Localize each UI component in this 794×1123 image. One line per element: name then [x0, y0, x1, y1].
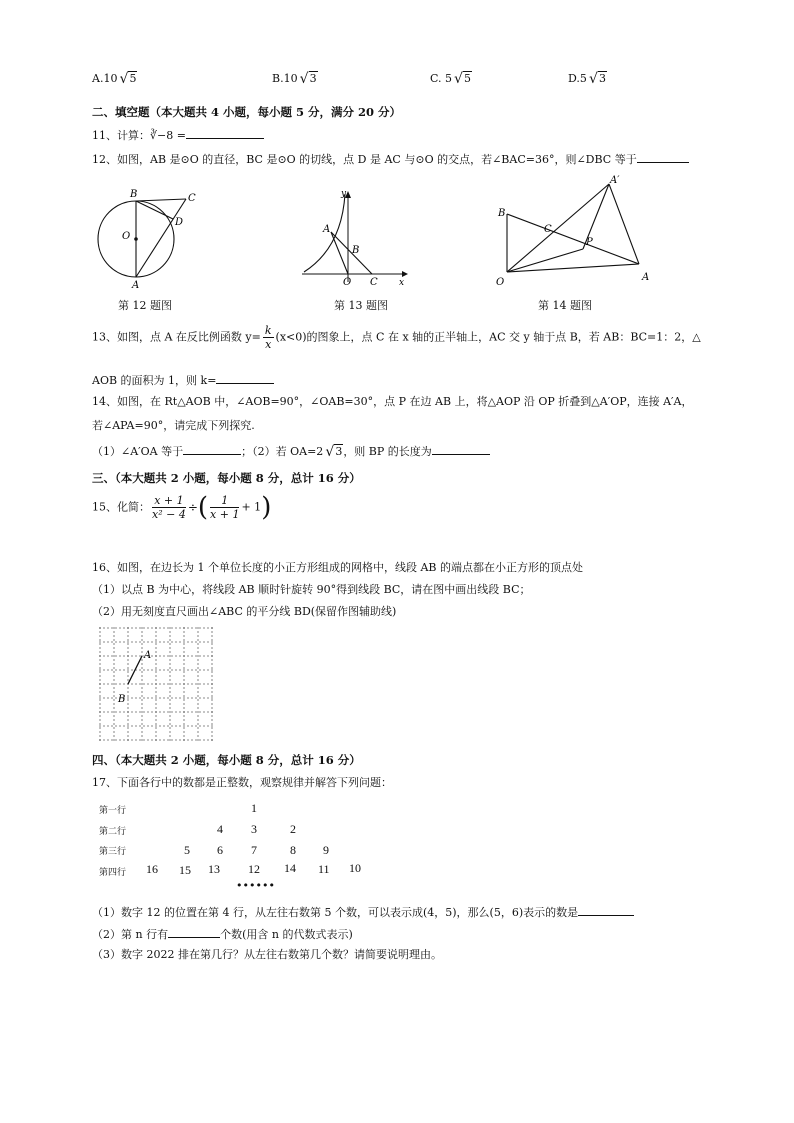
fig12-tangent-bc — [136, 199, 186, 201]
q15-outer-fraction — [152, 494, 186, 521]
q15-label: 15、化简： — [92, 500, 150, 514]
figure-12 — [90, 186, 210, 290]
fig13-caption: 第 13 题图 — [334, 299, 388, 312]
option-b[interactable] — [272, 72, 318, 86]
section-2-title: 二、填空题（本大题共 4 小题，每小题 5 分，满分 20 分） — [92, 105, 402, 119]
q15-inner-num: 1 — [210, 494, 239, 508]
section-4-title: 四、（本大题共 2 小题，每小题 8 分，总计 16 分） — [92, 753, 361, 767]
q12-text: 12、如图，AB 是⊙O 的直径，BC 是⊙O 的切线，点 D 是 AC 与⊙O 的交点，若∠BAC=36°，则∠DBC 等于 — [92, 153, 637, 166]
q17-continuation-dots: •••••• — [236, 879, 275, 892]
fig14-line-ab — [507, 214, 639, 264]
q17-row-1-label: 第一行 — [99, 806, 127, 816]
q12-answer-blank[interactable] — [637, 151, 689, 163]
q15-num: x + 1 — [152, 494, 186, 508]
q13-suffix: (x<0)的图象上，点 C 在 x 轴的正半轴上，AC 交 y 轴于点 B，若 AB：BC=1：2，△ — [275, 330, 701, 344]
q17-part2-blank[interactable] — [168, 926, 220, 938]
q17-part-1 — [92, 904, 634, 920]
fig12-label-o: O — [122, 231, 131, 242]
q14-part2-blank[interactable] — [432, 443, 490, 455]
option-c-prefix: C. 5 — [430, 72, 453, 85]
q16-part-2: （2）用无刻度直尺画出∠ABC 的平分线 BD(保留作图辅助线) — [92, 605, 397, 618]
fig14-label-p: P — [586, 237, 593, 248]
q15-div-symbol: ÷ — [187, 500, 198, 515]
q11-answer-blank[interactable] — [186, 127, 264, 139]
fig13-label-o: O — [343, 277, 352, 286]
q17-row-4-value-7: 10 — [349, 861, 361, 875]
q13-line2-text: AOB 的面积为 1，则 k= — [92, 374, 217, 387]
q17-row-2-value-1: 4 — [217, 822, 223, 836]
fig14-label-b: B — [498, 208, 506, 219]
q17-row-3-value-2: 6 — [217, 843, 223, 857]
q17-row-2-value-2: 3 — [251, 822, 257, 836]
q14-part2-post: ，则 BP 的长度为 — [343, 445, 432, 458]
q17-row-3-value-3: 7 — [251, 843, 257, 857]
q16-grid[interactable] — [98, 626, 216, 744]
q13-frac-num: k — [264, 324, 272, 337]
q17-intro: 17、下面各行中的数都是正整数，观察规律并解答下列问题： — [92, 776, 392, 789]
q16-part-1: （1）以点 B 为中心，将线段 AB 顺时针旋转 90°得到线段 BC，请在图中画出线段 BC； — [92, 583, 531, 596]
option-c-radical: √ 5 — [454, 71, 472, 87]
fig12-center-dot — [134, 237, 138, 241]
option-c[interactable] — [430, 72, 472, 86]
option-a-radical: √ 5 — [119, 71, 137, 87]
q17-row-4-value-2: 15 — [179, 863, 191, 877]
q17-row-3-value-4: 8 — [290, 843, 296, 857]
q17-part1-text: （1）数字 12 的位置在第 4 行，从左往右数第 5 个数，可以表示成(4，5)，那么(5，6)表示的数是 — [92, 906, 579, 919]
q17-row-3-value-1: 5 — [184, 843, 190, 857]
q17-row-4-value-3: 13 — [208, 862, 220, 876]
question-13-line-2 — [92, 372, 274, 388]
fig14-label-c: C — [544, 224, 552, 235]
q17-row-2-label: 第二行 — [99, 827, 127, 837]
option-d-radical: √ 3 — [588, 71, 606, 87]
fig13-label-a: A — [323, 224, 331, 235]
q13-prefix: 13、如图，点 A 在反比例函数 y= — [92, 330, 261, 344]
option-b-radical: √ 3 — [299, 71, 317, 87]
q17-row-4-value-4: 12 — [248, 862, 260, 876]
q15-den: x² − 4 — [152, 508, 186, 521]
q17-row-3-value-5: 9 — [323, 843, 329, 857]
section-3-title: 三、（本大题共 2 小题，每小题 8 分，总计 16 分） — [92, 471, 361, 485]
q17-row-2-value-3: 2 — [290, 822, 296, 836]
fig14-line-a-prime-a — [609, 184, 639, 264]
q17-part-3: （3）数字 2022 排在第几行？从左往右数第几个数？请简要说明理由。 — [92, 948, 442, 961]
question-12 — [92, 151, 689, 167]
fig14-label-a: A — [642, 272, 650, 283]
q17-row-4-value-1: 16 — [146, 862, 158, 876]
fig14-line-oa — [507, 264, 639, 272]
fig14-label-o: O — [496, 277, 505, 288]
q14-parts — [92, 443, 490, 459]
fig14-caption: 第 14 题图 — [538, 299, 592, 312]
question-15 — [92, 494, 271, 528]
fig12-label-b: B — [130, 189, 138, 200]
fig12-line-bd — [136, 201, 173, 219]
q17-row-4-value-5: 14 — [284, 861, 296, 875]
fig13-label-b: B — [352, 245, 360, 256]
fig13-line-ao — [331, 232, 348, 274]
q16-line-1: 16、如图，在边长为 1 个单位长度的小正方形组成的网格中，线段 AB 的端点都在小正方形的顶点处 — [92, 561, 584, 574]
q17-row-3-label: 第三行 — [99, 847, 127, 857]
q15-close-paren: ) — [261, 492, 272, 523]
q17-row-4-value-6: 11 — [318, 862, 330, 876]
q15-inner-fraction — [210, 494, 239, 521]
figure-13 — [298, 186, 410, 286]
q14-line-2: 若∠APA=90°，请完成下列探究. — [92, 419, 255, 432]
option-a-prefix: A.10 — [92, 72, 118, 85]
option-d-prefix: D.5 — [568, 72, 587, 85]
fig12-label-a: A — [132, 280, 140, 290]
fig13-label-y: y — [341, 189, 347, 199]
q14-part1-blank[interactable] — [183, 443, 241, 455]
fig14-label-a-prime: A′ — [610, 175, 620, 186]
q15-open-paren: ( — [197, 492, 209, 523]
q17-part2-pre: （2）第 n 行有 — [92, 928, 169, 941]
q17-part2-post: 个数(用含 n 的代数式表示) — [220, 928, 353, 941]
q14-radical: √ 3 — [325, 444, 343, 460]
q14-part2-pre: ；（2）若 OA=2 — [241, 445, 324, 458]
q14-line-1: 14、如图，在 Rt△AOB 中，∠AOB=90°，∠OAB=30°，点 P 在边 AB 上，将△AOP 沿 OP 折叠到△A′OP，连接 A′A， — [92, 395, 693, 408]
q15-inner-den: x + 1 — [210, 508, 240, 521]
fig12-caption: 第 12 题图 — [118, 299, 172, 312]
fig13-x-arrow — [402, 271, 408, 277]
q13-frac-den: x — [265, 338, 272, 351]
q17-part-2 — [92, 926, 353, 942]
q11-expr: ∛−8 = — [150, 129, 186, 142]
option-b-prefix: B.10 — [272, 72, 298, 85]
q17-part1-blank[interactable] — [578, 904, 634, 916]
q16-label-b: B — [118, 694, 126, 705]
option-a[interactable] — [92, 72, 137, 86]
option-d[interactable] — [568, 72, 607, 86]
q16-grid-lines — [99, 627, 213, 741]
q13-answer-blank[interactable] — [216, 372, 274, 384]
q16-label-a: A — [144, 650, 152, 661]
fig14-line-oa-prime — [507, 184, 609, 272]
fig12-label-d: D — [175, 217, 184, 228]
question-13-line-1 — [92, 324, 701, 360]
fig13-label-c: C — [370, 277, 378, 286]
q17-row-1-value-1: 1 — [251, 801, 257, 815]
fig12-label-c: C — [188, 193, 196, 204]
q11-text: 11、计算： — [92, 129, 150, 142]
q14-part1: （1）∠A′OA 等于 — [92, 445, 184, 458]
q15-plus-one: + 1 — [241, 500, 262, 514]
figure-14 — [490, 172, 658, 290]
q13-fraction — [263, 324, 274, 351]
q17-row-4-label: 第四行 — [99, 868, 127, 878]
fig13-label-x: x — [399, 278, 405, 286]
question-11 — [92, 127, 264, 143]
